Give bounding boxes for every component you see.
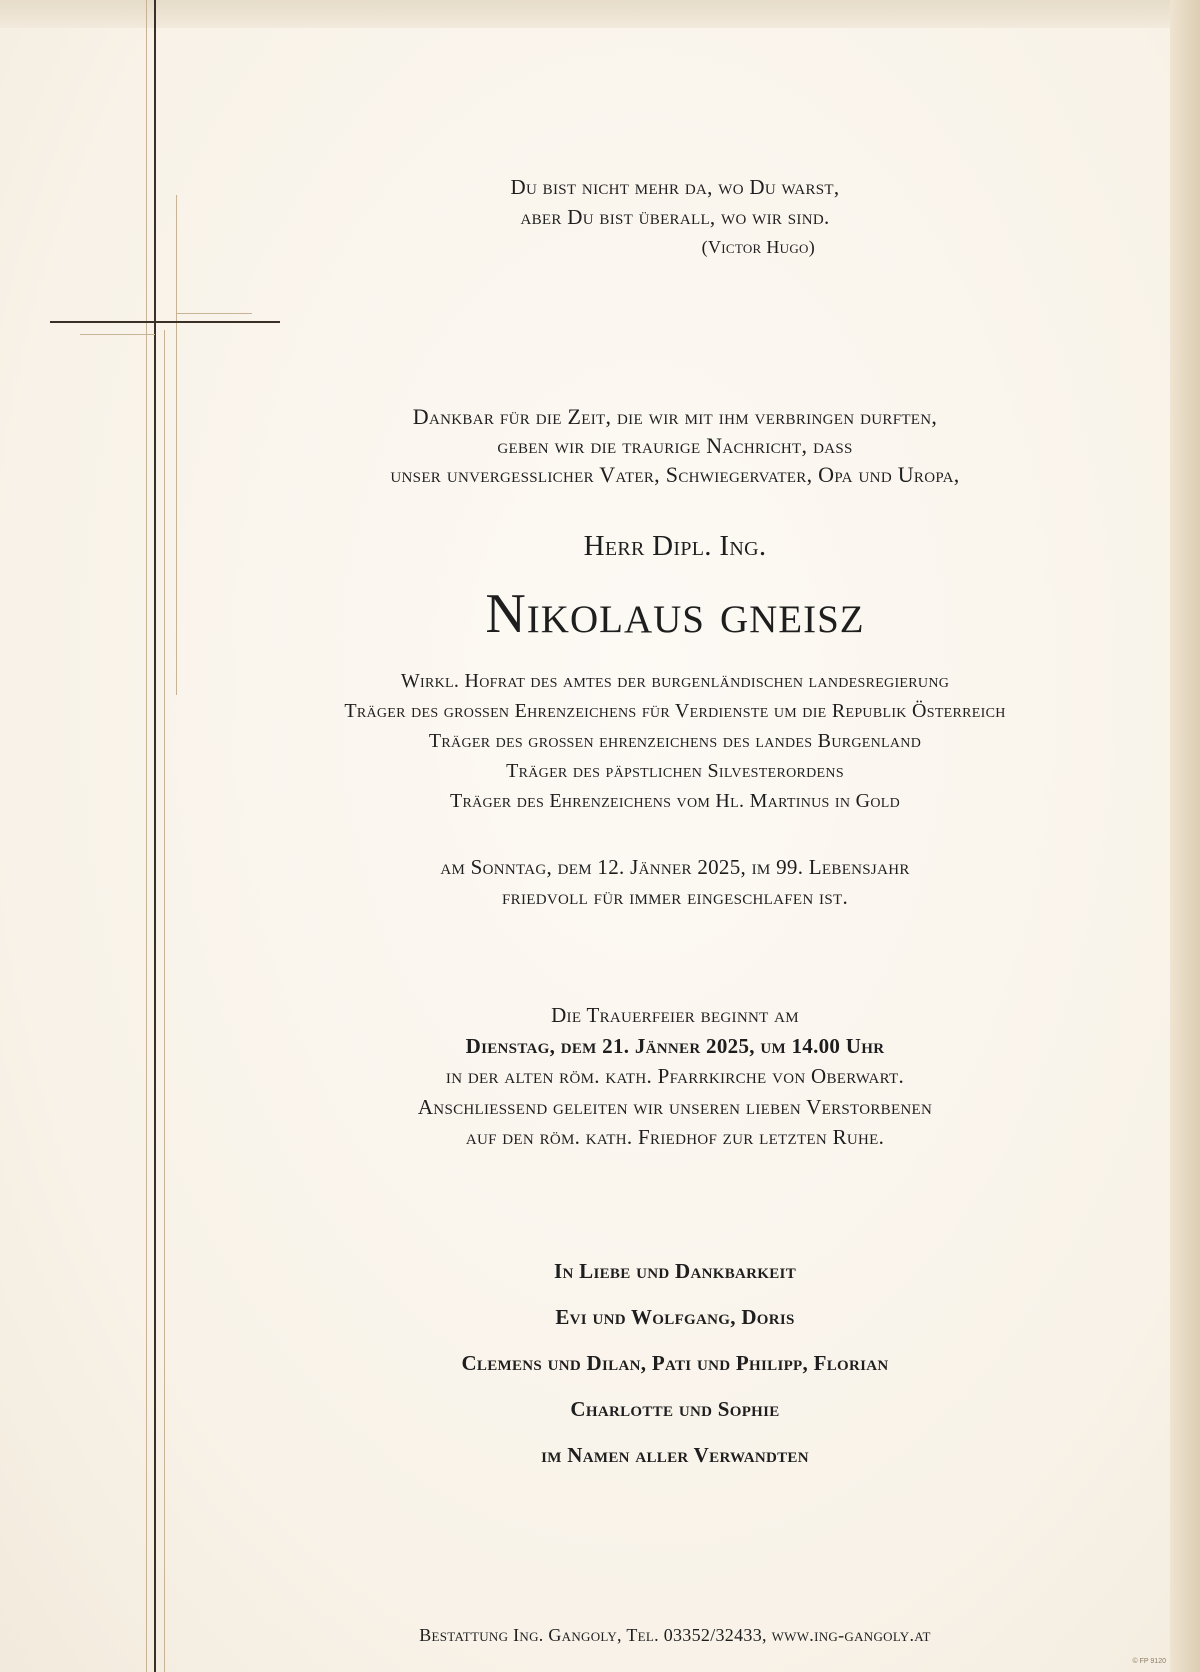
mourners-block: [180, 1248, 1170, 1478]
quote-line: Du bist nicht mehr da, wo Du warst,: [510, 175, 840, 199]
service-date: Dienstag, dem 21. Jänner 2025, um 14.00 Uhr: [465, 1033, 885, 1058]
mourner-line: In Liebe und Dankbarkeit: [554, 1259, 796, 1283]
intro-line: Dankbar für die Zeit, die wir mit ihm verbringen durften,: [412, 404, 938, 429]
intro-block: [180, 402, 1170, 489]
service-block: [180, 1000, 1170, 1153]
deceased-name: Nikolaus gneisz: [485, 583, 865, 645]
title-line: Träger des großen Ehrenzeichens für Verdienste um die Republik Österreich: [344, 700, 1006, 722]
title-line: Träger des Ehrenzeichens vom Hl. Martinus in Gold: [449, 790, 901, 812]
intro-line: unser unvergesslicher Vater, Schwiegervater, Opa und Uropa,: [390, 462, 960, 487]
service-line: in der alten röm. kath. Pfarrkirche von Oberwart.: [445, 1064, 905, 1088]
honorific: Herr Dipl. Ing.: [583, 530, 767, 562]
service-line: Anschließend geleiten wir unseren lieben Verstorbenen: [417, 1094, 933, 1119]
death-line: friedvoll für immer eingeschlafen ist.: [502, 885, 848, 909]
print-code: © FP 9120: [1132, 1658, 1166, 1665]
intro-line: geben wir die traurige Nachricht, dass: [497, 433, 853, 458]
title-line: Träger des großen ehrenzeichens des landes Burgenland: [428, 730, 922, 752]
death-block: [180, 852, 1170, 912]
funeral-home-footer: Bestattung Ing. Gangoly, Tel. 03352/32433, www.ing-gangoly.at: [419, 1625, 931, 1645]
mourner-line: Evi und Wolfgang, Doris: [555, 1305, 795, 1329]
mourner-line: Clemens und Dilan, Pati und Philipp, Florian: [461, 1351, 889, 1375]
scan-frame-right: [1170, 0, 1200, 1672]
scan-frame-top: [0, 0, 1200, 28]
titles-block: [180, 666, 1170, 816]
quote-author: (Victor Hugo): [701, 237, 815, 257]
title-line: Wirkl. Hofrat des amtes der burgenländischen landesregierung: [400, 670, 950, 692]
death-line: am Sonntag, dem 12. Jänner 2025, im 99. Lebensjahr: [440, 855, 910, 879]
title-line: Träger des päpstlichen Silvesterordens: [506, 760, 844, 782]
service-line: auf den röm. kath. Friedhof zur letzten Ruhe.: [465, 1125, 885, 1149]
quote-block: [180, 172, 1170, 262]
mourner-line: Charlotte und Sophie: [570, 1397, 780, 1421]
service-intro: Die Trauerfeier beginnt am: [551, 1003, 799, 1027]
mourner-line: im Namen aller Verwandten: [541, 1443, 809, 1467]
quote-line: aber Du bist überall, wo wir sind.: [520, 205, 830, 229]
